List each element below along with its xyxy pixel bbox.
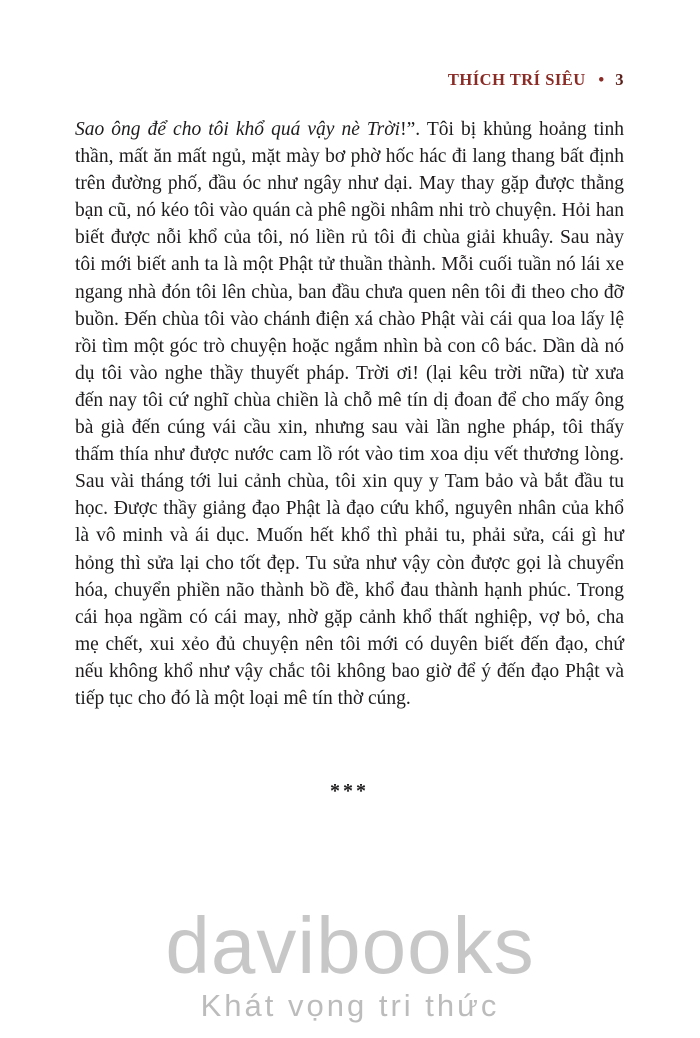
body-text	[75, 116, 624, 712]
section-separator: ***	[330, 780, 369, 803]
watermark-tagline: Khát vọng tri thức	[200, 988, 500, 1023]
paragraph-text: !”. Tôi bị khủng hoảng tinh thần, mất ăn mất ngủ, mặt mày bơ phờ hốc hác đi lang thang bất định trên đường phố, đầu óc như ngây như dại. May thay gặp được thằng bạn cũ, nó kéo tôi vào quán cà phê ngồi nhâm nhi trò chuyện. Hỏi han biết được nỗi khổ của tôi, nó liền rủ tôi đi chùa giải khuây. Sau này tôi mới biết anh ta là một Phật tử thuần thành. Mỗi cuối tuần nó lái xe ngang nhà đón tôi lên chùa, ban đầu chưa quen nên tôi đi theo cho đỡ buồn. Đến chùa tôi vào chánh điện xá chào Phật vài cái qua loa lấy lệ rồi tìm một góc trò chuyện hoặc ngắm nhìn bà con cô bác. Dần dà nó dụ tôi vào nghe thầy thuyết pháp. Trời ơi! (lại kêu trời nữa) từ xưa đến nay tôi cứ nghĩ chùa chiền là chỗ mê tín dị đoan để cho mấy ông bà già đến cúng vái cầu xin, nhưng sau vài lần nghe pháp, tôi thấy thấm thía như được nước cam lồ rót vào tim xoa dịu vết thương lòng. Sau vài tháng tới lui cảnh chùa, tôi xin quy y Tam bảo và bắt đầu tu học. Được thầy giảng đạo Phật là đạo cứu khổ, nguyên nhân của khổ là vô minh và ái dục. Muốn hết khổ thì phải tu, phải sửa, cái gì hư hỏng thì sửa lại cho tốt đẹp. Tu sửa như vậy còn được gọi là chuyển hóa, chuyển phiền não thành bồ đề, khổ đau thành hạnh phúc. Trong cái họa ngầm có cái may, nhờ gặp cảnh khổ thất nghiệp, vợ bỏ, cha mẹ chết, xui xẻo đủ chuyện nên tôi mới có duyên biết đến đạo, chứ nếu không khổ như vậy chắc tôi không bao giờ để ý đến đạo Phật và tiếp tục cho đó là một loại mê tín thờ cúng.	[75, 119, 624, 709]
page-content	[75, 70, 624, 803]
running-header	[75, 70, 624, 90]
watermark-brand: davibooks	[165, 901, 535, 990]
watermark	[0, 901, 700, 1024]
running-header-author: THÍCH TRÍ SIÊU	[447, 70, 586, 89]
header-bullet-icon: •	[598, 70, 605, 89]
paragraph-italic-lead: Sao ông để cho tôi khổ quá vậy nè Trời	[75, 119, 401, 140]
paragraph	[75, 116, 624, 712]
page-number: 3	[615, 70, 624, 89]
